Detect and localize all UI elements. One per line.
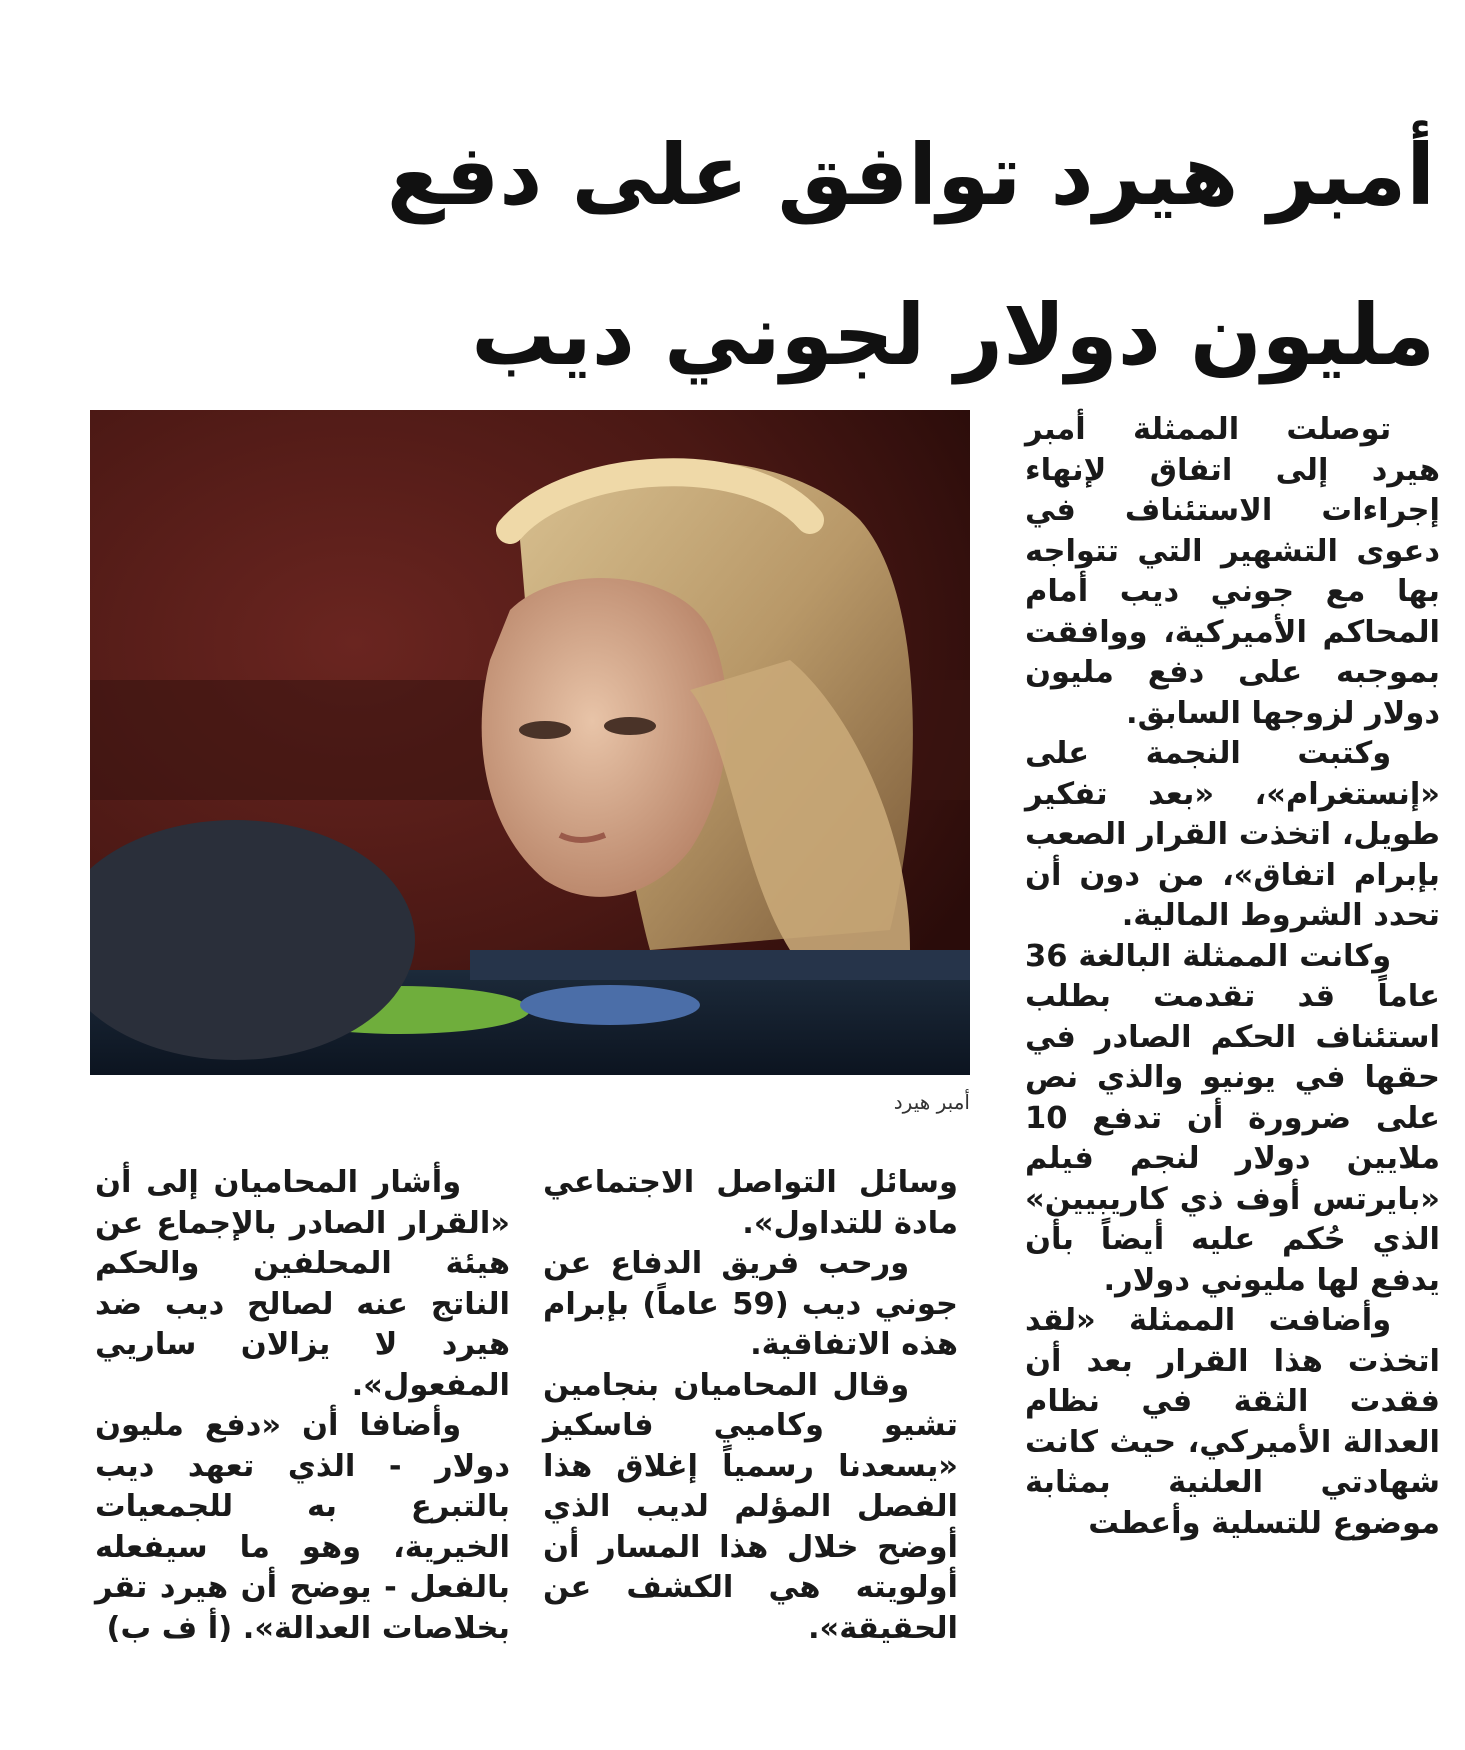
paragraph: وكتبت النجمة على «إنستغرام»، «بعد تفكير طويل، اتخذت القرار الصعب بإبرام اتفاق»، من دون أن تحدد الشروط المالية. [1025,736,1440,933]
article-photo [90,410,970,1075]
paragraph: وكانت الممثلة البالغة 36 عاماً قد تقدمت بطلب استئناف الحكم الصادر في حقها في يونيو والذي نص على ضرورة أن تدفع 10 ملايين دولار لنجم فيلم «بايرتس أوف ذي كاريبيين» الذي حُكم عليه أيضاً بأن يدفع لها مليوني دولار. [1025,938,1440,1298]
article-column-right [1025,410,1440,1740]
article-column-middle [543,1163,958,1743]
paragraph: وقال المحاميان بنجامين تشيو وكاميي فاسكيز «يسعدنا رسمياً إغلاق هذا الفصل المؤلم لديب الذي أوضح خلال هذا المسار أن أولويته هي الكشف عن الحقيقة». [543,1367,958,1646]
paragraph: توصلت الممثلة أمبر هيرد إلى اتفاق لإنهاء إجراءات الاستئناف في دعوى التشهير التي تتواجه بها مع جوني ديب أمام المحاكم الأميركية، ووافقت بموجبه على دفع مليون دولار لزوجها السابق. [1025,412,1440,731]
paragraph: وأضافا أن «دفع مليون دولار - الذي تعهد ديب بالتبرع به للجمعيات الخيرية، وهو ما سيفعله بالفعل - يوضح أن هيرد تقر بخلاصات العدالة». (أ ف ب) [95,1408,510,1646]
paragraph: وسائل التواصل الاجتماعي مادة للتداول». [543,1165,958,1241]
headline [55,95,1435,415]
paragraph: وأشار المحاميان إلى أن «القرار الصادر بالإجماع عن هيئة المحلفين والحكم الناتج عنه لصالح ديب ضد هيرد لا يزالان ساريي المفعول». [95,1165,510,1403]
headline-line-1: أمبر هيرد توافق على دفع [386,126,1435,224]
paragraph: ورحب فريق الدفاع عن جوني ديب (59 عاماً) بإبرام هذه الاتفاقية. [543,1246,958,1362]
portrait-illustration [90,410,970,1075]
headline-line-2: مليون دولار لجوني ديب [471,286,1435,384]
photo-caption: أمبر هيرد [893,1090,970,1114]
article-column-left [95,1163,510,1743]
paragraph: وأضافت الممثلة «لقد اتخذت هذا القرار بعد أن فقدت الثقة في نظام العدالة الأميركي، حيث كانت شهادتي العلنية بمثابة موضوع للتسلية وأعطت [1025,1303,1440,1541]
